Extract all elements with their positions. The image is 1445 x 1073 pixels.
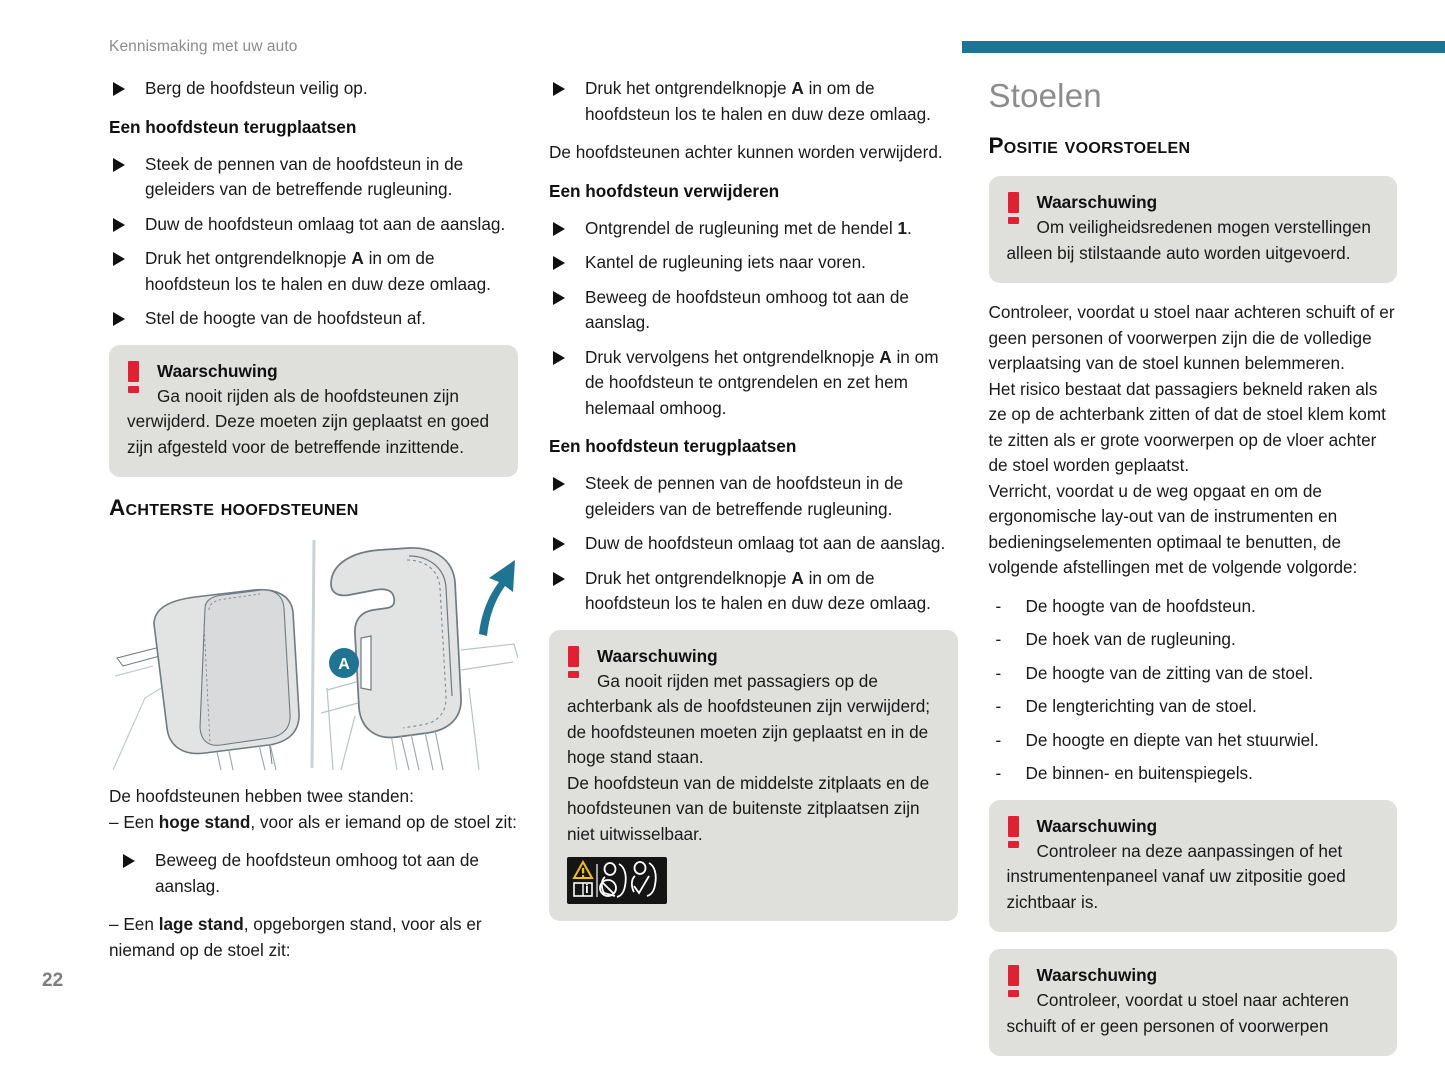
- callout-ref-a: A: [879, 346, 892, 367]
- callout-ref-a: A: [351, 248, 364, 268]
- list-item-label: De hoogte en diepte van het stuurwiel.: [1025, 729, 1319, 750]
- list-item-label: Beweeg de hoofdsteun omhoog tot aan de aanslag.: [155, 850, 479, 896]
- warning-text: [1007, 988, 1380, 1039]
- list-beweeg-omhoog: [109, 848, 518, 899]
- list-item-label: De hoogte van de zitting van de stoel.: [1025, 662, 1314, 683]
- paragraph-lage-stand: [109, 912, 518, 963]
- triangle-bullet-icon: [553, 572, 565, 586]
- dash-bullet-icon: -: [995, 595, 1002, 616]
- list-item-text-pre: Druk het ontgrendelknopje: [145, 248, 352, 268]
- warning-text-body: Ga nooit rijden als de hoofdsteunen zijn verwijderd. Deze moeten zijn geplaatst en goed zijn afgesteld voor de betreffende inzittende.: [127, 385, 490, 457]
- list-item-label: Duw de hoofdsteun omlaag tot aan de aanslag.: [145, 213, 506, 234]
- list-item: [989, 594, 1398, 620]
- pictogram-strip: [567, 857, 667, 904]
- warning-text-lead: Ga nooit rijden met passagiers op: [597, 670, 854, 691]
- callout-ref-1: 1: [897, 217, 908, 238]
- paragraph-verricht: Verricht, voordat u de weg opgaat en om de ergonomische lay-out van de instrumenten en bedieningselementen optimaal te benutten, de volgende afstellingen met de volgende volgorde:: [988, 480, 1358, 577]
- text-pre: – Een: [109, 811, 159, 832]
- column-middle: [549, 76, 958, 938]
- triangle-bullet-icon: [553, 477, 565, 491]
- warning-text-lead: Controleer, voordat u stoel naar achteren: [1036, 990, 1349, 1010]
- triangle-bullet-icon: [553, 537, 565, 551]
- dash-bullet-icon: -: [995, 763, 1002, 783]
- list-item: [989, 694, 1398, 720]
- list-item-label: De binnen- en buitenspiegels.: [1025, 763, 1253, 783]
- dash-bullet-icon: -: [995, 629, 1002, 649]
- illustration-achterste-hoofdsteunen: [109, 538, 518, 770]
- warning-box-achterbank: [549, 630, 958, 922]
- list-item: [549, 285, 958, 336]
- heading-achterste-hoofdsteunen: Achterste hoofdsteunen: [109, 495, 359, 520]
- list-item-text-post: in om de hoofdsteun los te halen en duw deze omlaag.: [145, 248, 491, 294]
- warning-text: [127, 384, 500, 461]
- text-pre: Druk het ontgrendelknopje: [585, 567, 792, 588]
- warning-triangle-icon: [574, 862, 592, 878]
- seat-headrest-prohibited-icon: [600, 863, 626, 897]
- warning-title: Waarschuwing: [1036, 192, 1158, 212]
- list-item: [549, 531, 958, 557]
- subsection-title: Positie voorstoelen: [988, 133, 1191, 158]
- list-item: [109, 246, 518, 297]
- callout-ref-a: A: [791, 78, 804, 98]
- page-number: 22: [42, 970, 64, 991]
- warning-title: Waarschuwing: [1036, 815, 1158, 836]
- list-item: [109, 152, 518, 203]
- subheading-terugplaatsen: Een hoofdsteun terugplaatsen: [109, 116, 357, 137]
- exclamation-icon: [1008, 192, 1019, 224]
- list-item-label: Berg de hoofdsteun veilig op.: [145, 78, 368, 98]
- list-verwijderen-steps: [549, 216, 958, 422]
- list-item: [989, 661, 1398, 687]
- list-afstellingen: [989, 594, 1398, 787]
- warning-box-veiligheidsredenen: [989, 176, 1398, 283]
- warning-box-achteren-schuift: [989, 949, 1398, 1056]
- list-item-label: Kantel de rugleuning iets naar voren.: [585, 252, 866, 272]
- list-item: [989, 627, 1398, 653]
- warning-text: [1007, 839, 1380, 916]
- list-item-label: Steek de pennen van de hoofdsteun in de geleiders van de betreffende rugleuning.: [145, 153, 464, 199]
- dash-bullet-icon: -: [995, 729, 1002, 750]
- exclamation-icon: [568, 646, 579, 678]
- text-post: in om de hoofdsteun los te halen en duw deze omlaag.: [585, 78, 931, 124]
- header-accent-rule: [962, 41, 1445, 53]
- text-post: in om de hoofdsteun te ontgrendelen en zet hem helemaal omhoog.: [585, 346, 939, 418]
- warning-title: Waarschuwing: [597, 645, 718, 666]
- triangle-bullet-icon: [123, 854, 135, 868]
- warning-box-hoofdsteunen: [109, 345, 518, 478]
- text-post: .: [907, 217, 912, 238]
- text-pre: – Een: [109, 914, 159, 934]
- warning-text: [1007, 215, 1380, 266]
- list-item: [109, 76, 518, 102]
- list-item: [989, 728, 1398, 754]
- list-terugplaatsen-mid: [549, 471, 958, 617]
- exclamation-icon: [128, 361, 139, 393]
- exclamation-icon: [1008, 965, 1019, 997]
- triangle-bullet-icon: [553, 291, 565, 305]
- page-columns: [109, 76, 1397, 1073]
- warning-text-rest: de achterbank als de hoofdsteunen zijn verwijderd; de hoofdsteunen moeten zijn geplaatst en in de hoge stand staan.: [567, 670, 931, 767]
- list-item: [549, 216, 958, 242]
- list-item: [549, 566, 958, 617]
- list-item: [549, 76, 958, 127]
- triangle-bullet-icon: [113, 312, 125, 326]
- list-item-label: De lengterichting van de stoel.: [1025, 696, 1257, 716]
- text-post: , voor als er iemand op de stoel zit:: [250, 811, 517, 832]
- page-header: [109, 34, 1445, 60]
- triangle-bullet-icon: [553, 82, 565, 96]
- list-item: [549, 345, 958, 422]
- list-terugplaatsen-steps: [109, 152, 518, 332]
- list-druk-ontgrendel: [549, 76, 958, 127]
- list-item-label: Stel de hoogte van de hoofdsteun af.: [145, 308, 426, 328]
- list-item: [989, 761, 1398, 787]
- list-item-label: Beweeg de hoofdsteun omhoog tot aan de aanslag.: [585, 286, 909, 332]
- text-bold: lage stand: [158, 914, 244, 934]
- breadcrumb: Kennismaking met uw auto: [109, 38, 298, 55]
- paragraph-standen-intro: De hoofdsteunen hebben twee standen:: [109, 786, 414, 806]
- list-item-label: Duw de hoofdsteun omlaag tot aan de aanslag.: [585, 533, 946, 553]
- text-post: , opgeborgen stand, voor als er niemand op de stoel zit:: [109, 914, 482, 960]
- text-post: in om de hoofdsteun los te halen en duw deze omlaag.: [585, 567, 931, 613]
- triangle-bullet-icon: [113, 158, 125, 172]
- warning-text: [567, 669, 940, 771]
- warning-text-lead: Om veiligheidsredenen mogen: [1036, 217, 1270, 237]
- text-pre: Druk het ontgrendelknopje: [585, 78, 792, 98]
- paragraph-risico: Het risico bestaat dat passagiers bekneld raken als ze op de achterbank zitten of dat de stoel klem komt te zitten als er grote voorwerpen op de vloer achter de stoel worden geplaatst.: [988, 378, 1386, 475]
- dash-bullet-icon: -: [995, 662, 1002, 683]
- list-item: [109, 306, 518, 332]
- list-item: [549, 250, 958, 276]
- page-title: Stoelen: [988, 77, 1102, 114]
- subheading-terugplaatsen-mid: Een hoofdsteun terugplaatsen: [549, 436, 797, 456]
- warning-text-rest: verstellingen alleen bij stilstaande auto worden uitgevoerd.: [1006, 217, 1371, 263]
- list-item-label: Steek de pennen van de hoofdsteun in de geleiders van de betreffende rugleuning.: [585, 473, 904, 519]
- triangle-bullet-icon: [113, 252, 125, 266]
- paragraph-verwijderd: De hoofdsteunen achter kunnen worden verwijderd.: [549, 142, 943, 162]
- warning-text-lead: Controleer na deze aanpassingen of het: [1036, 840, 1343, 861]
- warning-title: Waarschuwing: [1036, 965, 1158, 985]
- paragraph-hoge-stand: [109, 810, 518, 836]
- list-item: [549, 471, 958, 522]
- triangle-bullet-icon: [553, 222, 565, 236]
- list-item-label: De hoogte van de hoofdsteun.: [1025, 595, 1256, 616]
- column-right: [989, 76, 1398, 1073]
- warning-text-rest: schuift of er geen personen of voorwerpen: [1006, 1015, 1329, 1036]
- warning-text-rest: instrumentenpaneel vanaf uw zitpositie goed zichtbaar is.: [1006, 866, 1346, 912]
- list-item: [109, 848, 518, 899]
- triangle-bullet-icon: [553, 256, 565, 270]
- list-berg: [109, 76, 518, 102]
- manual-book-icon: [574, 883, 592, 896]
- warning-text-second: De hoofdsteun van de middelste zitplaats en de hoofdsteunen van de buitenste zitplaatsen zijn niet uitwisselbaar.: [567, 772, 930, 844]
- triangle-bullet-icon: [553, 351, 565, 365]
- triangle-bullet-icon: [113, 218, 125, 232]
- list-item: [109, 212, 518, 238]
- list-item-label: De hoek van de rugleuning.: [1025, 629, 1236, 649]
- subheading-verwijderen: Een hoofdsteun verwijderen: [549, 180, 780, 201]
- illustration-callout-a: A: [338, 656, 350, 673]
- exclamation-icon: [1008, 816, 1019, 848]
- warning-title: Waarschuwing: [157, 360, 278, 381]
- text-pre: Ontgrendel de rugleuning met de hendel: [585, 217, 898, 238]
- warning-box-instrumentenpaneel: [989, 800, 1398, 933]
- text-bold: hoge stand: [158, 811, 251, 832]
- column-left: [109, 76, 518, 976]
- seat-headrest-allowed-icon: [632, 862, 656, 896]
- text-pre: Druk vervolgens het ontgrendelknopje: [585, 346, 880, 367]
- paragraph-controleer: Controleer, voordat u stoel naar achteren schuift of er geen personen of voorwerpen zijn die de volledige verplaatsing van de stoel kunnen belemmeren.: [988, 302, 1395, 373]
- callout-ref-a: A: [791, 567, 804, 588]
- dash-bullet-icon: -: [995, 696, 1002, 716]
- triangle-bullet-icon: [113, 82, 125, 96]
